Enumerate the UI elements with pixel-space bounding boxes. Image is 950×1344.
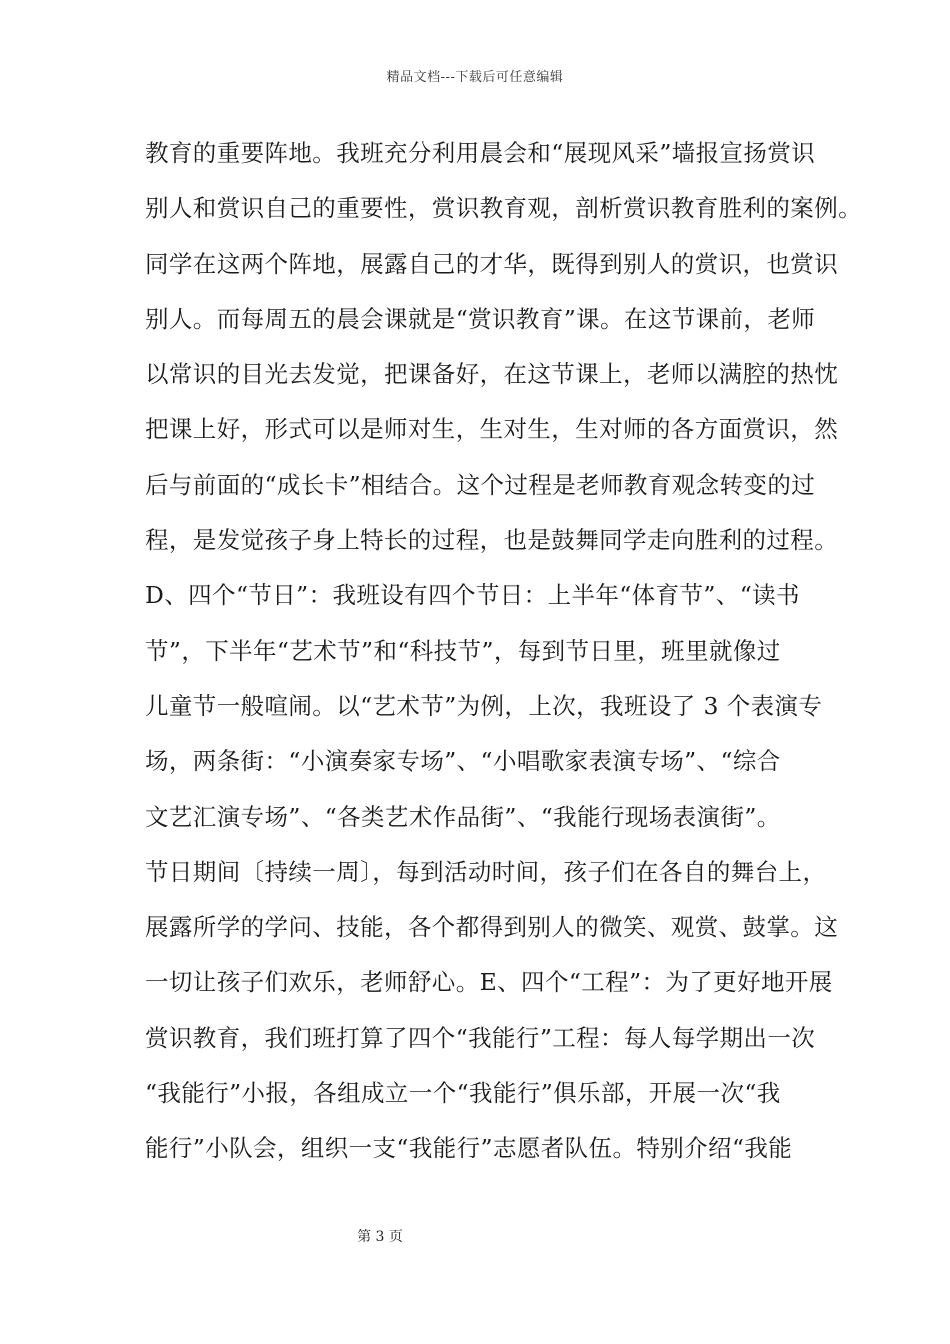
body-line: 一切让孩子们欢乐，老师舒心。E、四个“工程”：为了更好地开展 (145, 968, 833, 997)
body-line: 以常识的目光去发觉，把课备好，在这节课上，老师以满腔的热忱 (145, 360, 839, 389)
body-line: 展露所学的学问、技能，各个都得到别人的微笑、观赏、鼓掌。这 (145, 913, 839, 942)
body-line: 别人。而每周五的晨会课就是“赏识教育”课。在这节课前，老师 (145, 304, 816, 333)
body-line: 节日期间〔持续一周〕，每到活动时间，孩子们在各自的舞台上， (145, 857, 827, 886)
body-line: “我能行”小报，各组成立一个“我能行”俱乐部，开展一次“我 (145, 1079, 781, 1108)
body-line: 儿童节一般喧闹。以“艺术节”为例，上次，我班设了 3 个表演专 (145, 691, 823, 720)
page-header: 精品文档---下载后可任意编辑 (386, 70, 564, 85)
body-line: 能行”小队会，组织一支“我能行”志愿者队伍。特别介绍“我能 (145, 1134, 793, 1163)
body-line: 后与前面的“成长卡”相结合。这个过程是老师教育观念转变的过 (145, 470, 816, 499)
body-line: 文艺汇演专场”、“各类艺术作品街”、“我能行现场表演街”。 (145, 802, 781, 831)
body-line: 同学在这两个阵地，展露自己的才华，既得到别人的赏识，也赏识 (145, 249, 839, 278)
body-line: 教育的重要阵地。我班充分利用晨会和“展现风采”墙报宣扬赏识 (145, 139, 816, 167)
body-line: D、四个“节日”：我班设有四个节日：上半年“体育节”、“读书 (145, 581, 800, 610)
body-line: 赏识教育，我们班打算了四个“我能行”工程：每人每学期出一次 (145, 1023, 816, 1052)
page-number: 第 3 页 (357, 1229, 403, 1245)
body-line: 场，两条街：“小演奏家专场”、“小唱歌家表演专场”、“综合 (145, 747, 781, 776)
body-line: 别人和赏识自己的重要性，赏识教育观，剖析赏识教育胜利的案例。 (145, 194, 862, 223)
body-text (145, 130, 862, 1181)
body-line: 节”，下半年“艺术节”和“科技节”，每到节日里，班里就像过 (145, 636, 781, 665)
body-line: 把课上好，形式可以是师对生，生对生，生对师的各方面赏识，然 (145, 415, 839, 444)
body-line: 程，是发觉孩子身上特长的过程，也是鼓舞同学走向胜利的过程。 (145, 526, 839, 555)
